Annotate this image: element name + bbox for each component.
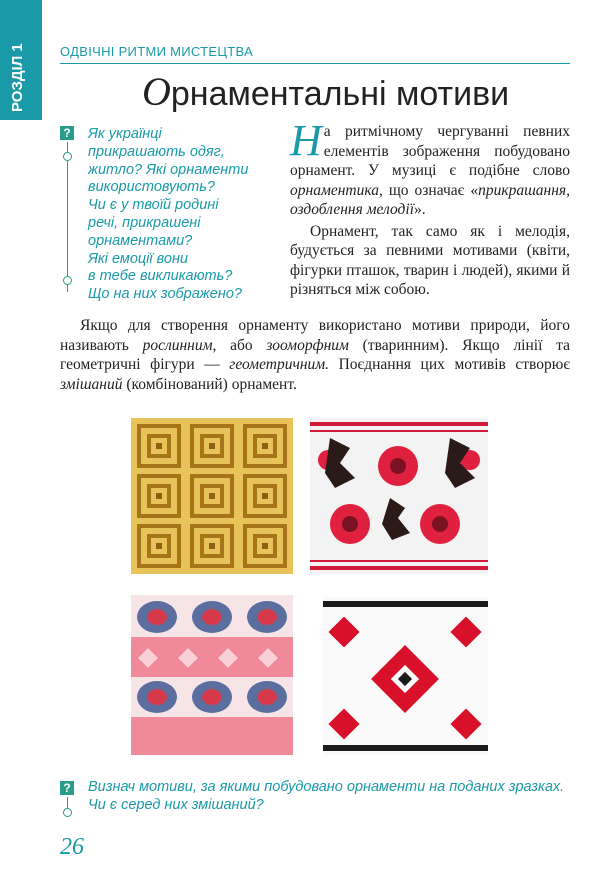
body-paragraph (60, 316, 570, 394)
body-text-run: (тваринним). Якщо лінії та геометричні фігури — (60, 336, 570, 373)
sidebar-question-line: Які емоції вони (88, 250, 189, 267)
body-text-run: Поєднання цих мотивів створює (329, 356, 570, 373)
sidebar-questions (88, 126, 273, 304)
term-ornamentyka: орнаментика (290, 181, 379, 199)
sidebar-question-line: орнаментами? (88, 232, 193, 249)
term-plant: рослинним, (142, 336, 217, 354)
question-icon: ? (60, 126, 74, 140)
sidebar-question-line: речі, прикрашені (88, 214, 201, 231)
bottom-question: Визнач мотиви, за якими побудовано орнаменти на поданих зразках. Чи є серед них змішаний? (88, 779, 565, 813)
header-rule (60, 63, 570, 64)
sidebar-question-line: в тебе викликають? (88, 268, 233, 285)
page-title (142, 68, 509, 115)
zoomorphic-ornament-image (131, 595, 293, 755)
title-rest: рнаментальні мотиви (170, 75, 510, 113)
term-zoomorphic: зооморфним (266, 336, 349, 354)
sidebar-question-line: Чи є у твоїй родині (88, 197, 219, 214)
body-text-run: Якщо для створення орнаменту використано мотиви природи, його називають (60, 317, 570, 354)
floral-ornament-svg (310, 418, 488, 574)
intro-paragraph-1 (290, 116, 570, 220)
intro-text-run: , що означає « (378, 181, 479, 199)
sidebar-question-line: використовують? (88, 179, 215, 196)
geometric-ornament-image (131, 418, 293, 574)
question-dot-bottom (63, 808, 72, 817)
body-text-run: (комбінований) орнамент. (122, 375, 297, 393)
section-tab-label: РОЗДІЛ 1 (9, 43, 26, 112)
title-first-letter: О (142, 69, 171, 114)
question-line (67, 142, 68, 292)
intro-text-run: а ритмічному чергуванні певних елементів зображення побудовано орнамент. У музиці є подібне слово (290, 123, 570, 179)
question-dot (63, 276, 72, 285)
drop-cap: Н (290, 116, 322, 165)
term-meaning: прикрашання, оздоблення мелодії (290, 181, 570, 218)
section-tab (0, 0, 42, 120)
page-number: 26 (60, 834, 84, 860)
question-dot (63, 152, 72, 161)
sidebar-question-line: прикрашають одяг, (88, 143, 225, 160)
zoomorphic-ornament-svg (131, 595, 293, 755)
term-geometric: геометричним. (229, 356, 330, 373)
intro-text-run: ». (414, 201, 426, 218)
embroidery-ornament-image (323, 597, 488, 755)
intro-paragraph-2: Орнамент, так само як і мелодія, будується за певними мотивами (квіти, фігурки пташок, тварин і людей), якими й різняться між собою. (290, 222, 570, 298)
term-mixed: змішаний (60, 375, 123, 393)
sidebar-question-line: Як українці (88, 126, 162, 142)
geometric-ornament-svg (131, 418, 293, 574)
floral-ornament-image (310, 418, 488, 574)
question-icon-bottom: ? (60, 781, 74, 795)
embroidery-ornament-svg (323, 597, 488, 755)
sidebar-question-line: Що на них зображено? (88, 286, 242, 303)
section-header: ОДВІЧНІ РИТМИ МИСТЕЦТВА (60, 44, 254, 59)
body-text-run: або (216, 336, 267, 354)
sidebar-question-line: житло? Які орнаменти (88, 161, 249, 178)
intro-text (290, 116, 570, 300)
